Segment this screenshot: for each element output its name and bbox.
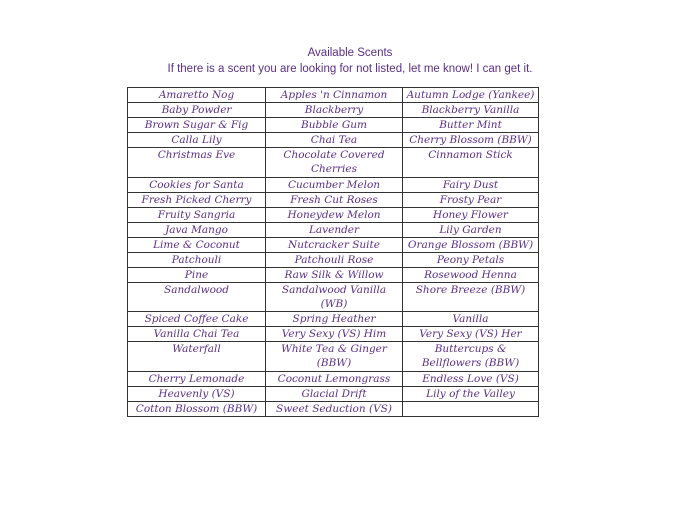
table-cell: Cherry Lemonade [128, 372, 266, 387]
table-row [128, 268, 539, 283]
table-row [128, 148, 539, 178]
page-subtitle: If there is a scent you are looking for not listed, let me know! I can get it. [167, 63, 533, 75]
table-cell: Autumn Lodge (Yankee) [403, 88, 539, 103]
table-cell: Lime & Coconut [128, 238, 266, 253]
table-cell: Lily Garden [403, 223, 539, 238]
table-row [128, 133, 539, 148]
table-cell: Lavender [266, 223, 403, 238]
table-cell: Very Sexy (VS) Him [266, 327, 403, 342]
table-row [128, 193, 539, 208]
table-cell: Honeydew Melon [266, 208, 403, 223]
table-cell: Calla Lily [128, 133, 266, 148]
table-cell: Spiced Coffee Cake [128, 312, 266, 327]
table-cell: Cotton Blossom (BBW) [128, 402, 266, 417]
table-cell: Fresh Cut Roses [266, 193, 403, 208]
table-cell: Sweet Seduction (VS) [266, 402, 403, 417]
table-cell: Rosewood Henna [403, 268, 539, 283]
table-cell: Fairy Dust [403, 178, 539, 193]
table-cell: Endless Love (VS) [403, 372, 539, 387]
table-cell: Bubble Gum [266, 118, 403, 133]
table-cell: Fruity Sangria [128, 208, 266, 223]
table-cell: Shore Breeze (BBW) [403, 283, 539, 312]
table-cell: Buttercups & Bellflowers (BBW) [403, 342, 539, 372]
table-cell: Butter Mint [403, 118, 539, 133]
table-row [128, 103, 539, 118]
table-cell: Pine [128, 268, 266, 283]
table-row [128, 402, 539, 417]
table-cell: Amaretto Nog [128, 88, 266, 103]
table-cell: Apples 'n Cinnamon [266, 88, 403, 103]
table-cell: Coconut Lemongrass [266, 372, 403, 387]
table-cell: Frosty Pear [403, 193, 539, 208]
table-cell: Vanilla [403, 312, 539, 327]
table-cell: Baby Powder [128, 103, 266, 118]
table-cell: Christmas Eve [128, 148, 266, 178]
table-row [128, 283, 539, 312]
table-cell: Orange Blossom (BBW) [403, 238, 539, 253]
table-cell: Blackberry [266, 103, 403, 118]
table-row [128, 178, 539, 193]
table-row [128, 118, 539, 133]
table-cell: Sandalwood [128, 283, 266, 312]
table-cell: Peony Petals [403, 253, 539, 268]
table-row [128, 208, 539, 223]
table-row [128, 253, 539, 268]
table-cell: Cherry Blossom (BBW) [403, 133, 539, 148]
table-cell: Chai Tea [266, 133, 403, 148]
table-row [128, 342, 539, 372]
table-cell: Blackberry Vanilla [403, 103, 539, 118]
table-cell: Patchouli [128, 253, 266, 268]
table-row [128, 238, 539, 253]
table-cell [403, 402, 539, 417]
table-row [128, 387, 539, 402]
table-cell: Heavenly (VS) [128, 387, 266, 402]
table-row [128, 223, 539, 238]
table-cell: Patchouli Rose [266, 253, 403, 268]
table-cell: Raw Silk & Willow [266, 268, 403, 283]
table-cell: Lily of the Valley [403, 387, 539, 402]
table-cell: Spring Heather [266, 312, 403, 327]
table-cell: Fresh Picked Cherry [128, 193, 266, 208]
table-row [128, 372, 539, 387]
scents-table [127, 87, 539, 417]
table-cell: Very Sexy (VS) Her [403, 327, 539, 342]
table-cell: Vanilla Chai Tea [128, 327, 266, 342]
table-row [128, 327, 539, 342]
table-cell: Cucumber Melon [266, 178, 403, 193]
table-cell: White Tea & Ginger (BBW) [266, 342, 403, 372]
table-cell: Chocolate Covered Cherries [266, 148, 403, 178]
table-cell: Brown Sugar & Fig [128, 118, 266, 133]
table-cell: Waterfall [128, 342, 266, 372]
page-title: Available Scents [307, 47, 393, 59]
table-cell: Nutcracker Suite [266, 238, 403, 253]
table-cell: Honey Flower [403, 208, 539, 223]
table-cell: Java Mango [128, 223, 266, 238]
table-row [128, 88, 539, 103]
table-cell: Glacial Drift [266, 387, 403, 402]
table-cell: Cinnamon Stick [403, 148, 539, 178]
table-row [128, 312, 539, 327]
table-cell: Cookies for Santa [128, 178, 266, 193]
table-cell: Sandalwood Vanilla (WB) [266, 283, 403, 312]
